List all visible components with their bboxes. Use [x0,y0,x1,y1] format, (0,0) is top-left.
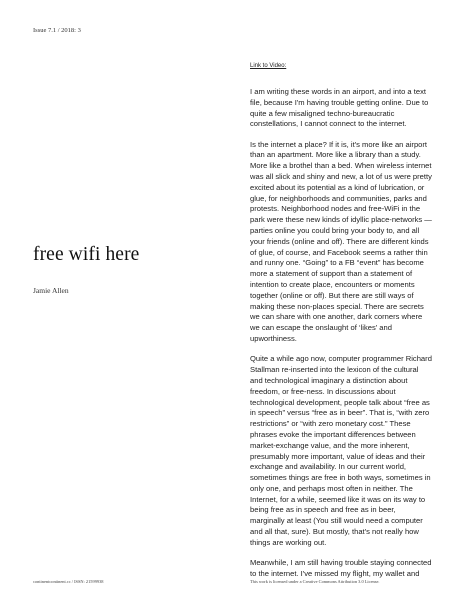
article-body [250,87,432,581]
footer-journal-info: continentcontinent.cc / ISSN: 21599938 [33,579,104,584]
body-paragraph: Quite a while ago now, computer programmer Richard Stallman re-inserted into the lexicon of the cultural and technological imaginary a distinction about freedom, or free-ness. In discussions about technological development, people talk about “free as in speech” versus “free as in beer”. That is, “with zero restrictions” or “with zero monetary cost.” These phrases evoke the important differences between market-exchange value, and the more inherent, presumably more important, value of ideas and their exchange and availability. In our current world, sometimes things are free in both ways, sometimes in only one, and perhaps most often in neither. The Internet, for a while, seemed like it was on its way to being free as in speech and free as in beer, marginally at least (You still would need a computer and all that, sure). But mostly, that's not really how things are working out. [250,354,432,547]
article-title: free wifi here [33,244,140,265]
video-link[interactable]: Link to Video: [250,63,287,69]
title-block [33,244,213,295]
body-paragraph: I am writing these words in an airport, and into a text file, because I'm having trouble getting online. Due to quite a few misaligned techno-bureaucratic constellations, I cannot connect to the internet. [250,87,429,129]
body-paragraph: Is the internet a place? If it is, it's more like an airport than an apartment. More like a library than a study. More like a brothel than a bed. When wireless internet was all slick and shiny and new, a lot of us were pretty excited about its potential as a kind of lubrication, or glue, for neighborhoods and communities, parks and protests. Neighborhood nodes and free-WiFi in the park were these new kinds of idyllic place-networks — parties online you could bring your body to, and all your friends (online and off). There are different kinds of glue, of course, and Facebook seems a rather thin and runny one. “Going” to a FB “event” has become more a statement of support than a statement of intention to create place, encounters or moments together (online or off). But there are still ways of making these non-places special. There are secrets we can share with one another, dark corners where we can escape the onslaught of ‘likes’ and upworthiness. [250,139,432,344]
issue-number: Issue 7.1 / 2018: 3 [33,27,81,34]
footer-license: This work is licensed under a Creative Commons Attribution 3.0 License. [250,579,380,584]
body-paragraph: Meanwhile, I am still having trouble staying connected to the internet. I've missed my flight, my wallet and [250,558,432,578]
article-author: Jamie Allen [33,286,69,295]
